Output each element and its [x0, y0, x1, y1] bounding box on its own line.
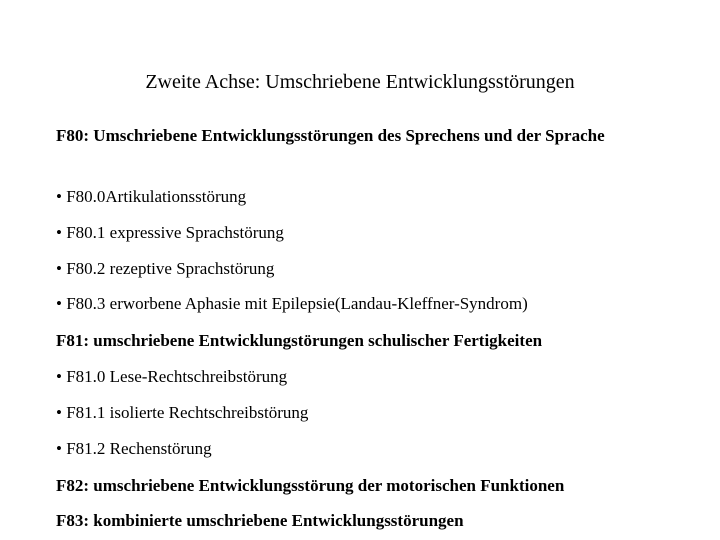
bullet-f81-2: • F81.2 Rechenstörung [56, 439, 212, 458]
section-heading-f82: F82: umschriebene Entwicklungsstörung der motorischen Funktionen [56, 476, 565, 495]
bullet-f81-0: • F81.0 Lese-Rechtschreibstörung [56, 367, 288, 386]
bullet-f80-3: • F80.3 erworbene Aphasie mit Epilepsie(Landau-Kleffner-Syndrom) [56, 294, 528, 313]
section-heading-f80: F80: Umschriebene Entwicklungsstörungen des Sprechens und der Sprache [56, 126, 605, 145]
slide-title: Zweite Achse: Umschriebene Entwicklungsstörungen [145, 71, 575, 93]
bullet-f80-1: • F80.1 expressive Sprachstörung [56, 223, 284, 242]
bullet-f80-0: • F80.0Artikulationsstörung [56, 187, 247, 206]
bullet-f81-1: • F81.1 isolierte Rechtschreibstörung [56, 403, 309, 422]
bullet-f80-2: • F80.2 rezeptive Sprachstörung [56, 259, 275, 278]
section-heading-f83: F83: kombinierte umschriebene Entwicklungsstörungen [56, 511, 464, 530]
section-heading-f81: F81: umschriebene Entwicklungstörungen schulischer Fertigkeiten [56, 331, 543, 350]
